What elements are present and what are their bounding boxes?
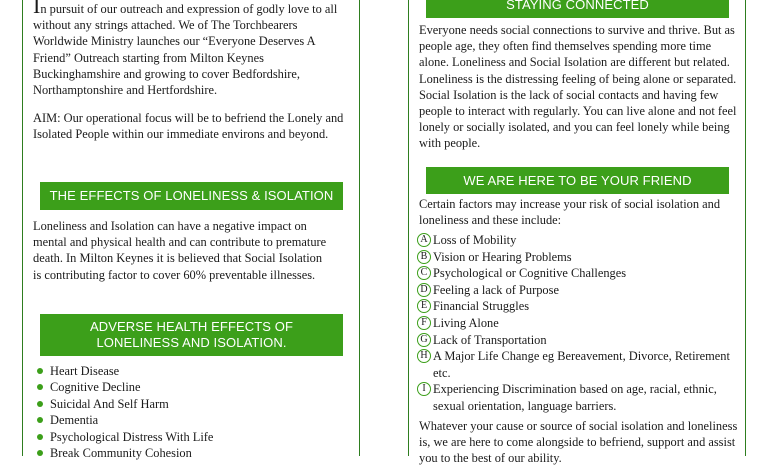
adverse-banner: ADVERSE HEALTH EFFECTS OF LONELINESS AND ISOLATION.: [40, 314, 343, 356]
bullet-dot-icon: [37, 417, 43, 423]
factor-letter-icon: D: [417, 283, 431, 297]
factor-text: Loss of Mobility: [433, 233, 517, 247]
health-effect-item: [37, 379, 337, 395]
risk-factor-item: [417, 282, 741, 299]
factor-text: Lack of Transportation: [433, 332, 547, 347]
bullet-dot-icon: [37, 368, 43, 374]
intro-text: n pursuit of our outreach and expression of godly love to all without any strings attached. We of The Torchbearers Worldwide Ministry launches our “Everyone Deserves A Friend” Outreach starting from Milton Keynes Buckinghamshire and growing to cover Bedfordshire, Northamptonshire and Hertfordshire.: [33, 2, 338, 98]
staying-connected-banner: STAYING CONNECTED: [426, 0, 729, 18]
factors-intro: Certain factors may increase your risk of social isolation and loneliness and these include:: [419, 197, 721, 228]
factor-letter-icon: F: [417, 316, 431, 330]
risk-factor-item: [417, 381, 741, 414]
factor-letter-icon: H: [417, 349, 431, 363]
factor-letter-icon: C: [417, 266, 431, 280]
effects-banner: THE EFFECTS OF LONELINESS & ISOLATION: [40, 182, 343, 210]
risk-factor-item: [417, 348, 741, 381]
health-effect-text: Heart Disease: [50, 364, 120, 378]
intro-paragraph: [33, 0, 351, 98]
risk-factor-item: [417, 298, 741, 315]
risk-factor-item: [417, 332, 741, 349]
health-effects-list: [37, 363, 337, 461]
effects-paragraph: Loneliness and Isolation can have a negative impact on mental and physical health and can contribute to premature death. In Milton Keynes it is believed that Social Isolation is contributing factor to cover 60% preventable illnesses.: [33, 219, 327, 282]
health-effect-item: [37, 429, 337, 445]
bullet-dot-icon: [37, 450, 43, 456]
health-effect-text: Suicidal And Self Harm: [50, 396, 169, 411]
bullet-dot-icon: [37, 384, 43, 390]
risk-factor-item: [417, 249, 741, 266]
risk-factor-item: [417, 232, 741, 249]
staying-connected-paragraph: Everyone needs social connections to survive and thrive. But as people age, they often find themselves spending more time alone. Loneliness and Social Isolation are different but related. Loneliness is the distressing feeling of being alone or separated. Social Isolation is the lack of social contacts and having few people to interact with regularly. You can live alone and not feel lonely or socially isolated, and you can feel lonely while being with people.: [419, 23, 737, 151]
left-panel: [22, 0, 360, 461]
health-effect-text: Cognitive Decline: [50, 380, 141, 395]
health-effect-text: Dementia: [50, 413, 99, 428]
health-effect-item: [37, 396, 337, 412]
factor-letter-icon: I: [417, 382, 431, 396]
factor-text: Vision or Hearing Problems: [433, 249, 572, 264]
risk-factor-item: [417, 315, 741, 332]
closing-paragraph: Whatever your cause or source of social isolation and loneliness is, we are here to come alongside to befriend, support and assist you to the best of our ability.: [419, 419, 738, 466]
risk-factors-list: [417, 232, 741, 415]
factor-text: Financial Struggles: [433, 299, 530, 314]
health-effect-text: Psychological Distress With Life: [50, 429, 214, 444]
health-effect-item: [37, 445, 337, 461]
bullet-dot-icon: [37, 434, 43, 440]
factor-letter-icon: A: [417, 233, 431, 247]
factor-text: Experiencing Discrimination based on age, racial, ethnic, sexual orientation, language barriers.: [433, 382, 717, 413]
factor-letter-icon: G: [417, 333, 431, 347]
intro-dropcap: I: [33, 0, 41, 18]
factor-letter-icon: E: [417, 299, 431, 313]
factor-text: Living Alone: [433, 315, 499, 330]
factor-text: Feeling a lack of Purpose: [433, 282, 559, 297]
health-effect-text: Break Community Cohesion: [50, 446, 192, 461]
health-effect-item: [37, 363, 337, 379]
bullet-dot-icon: [37, 401, 43, 407]
factor-letter-icon: B: [417, 250, 431, 264]
right-panel: [408, 0, 746, 466]
health-effect-item: [37, 412, 337, 428]
factor-text: Psychological or Cognitive Challenges: [433, 266, 627, 281]
friend-banner: WE ARE HERE TO BE YOUR FRIEND: [426, 167, 729, 194]
factor-text: A Major Life Change eg Bereavement, Divorce, Retirement etc.: [433, 349, 730, 380]
aim-paragraph: AIM: Our operational focus will be to befriend the Lonely and Isolated People within our immediate environs and beyond.: [33, 111, 344, 142]
risk-factor-item: [417, 265, 741, 282]
